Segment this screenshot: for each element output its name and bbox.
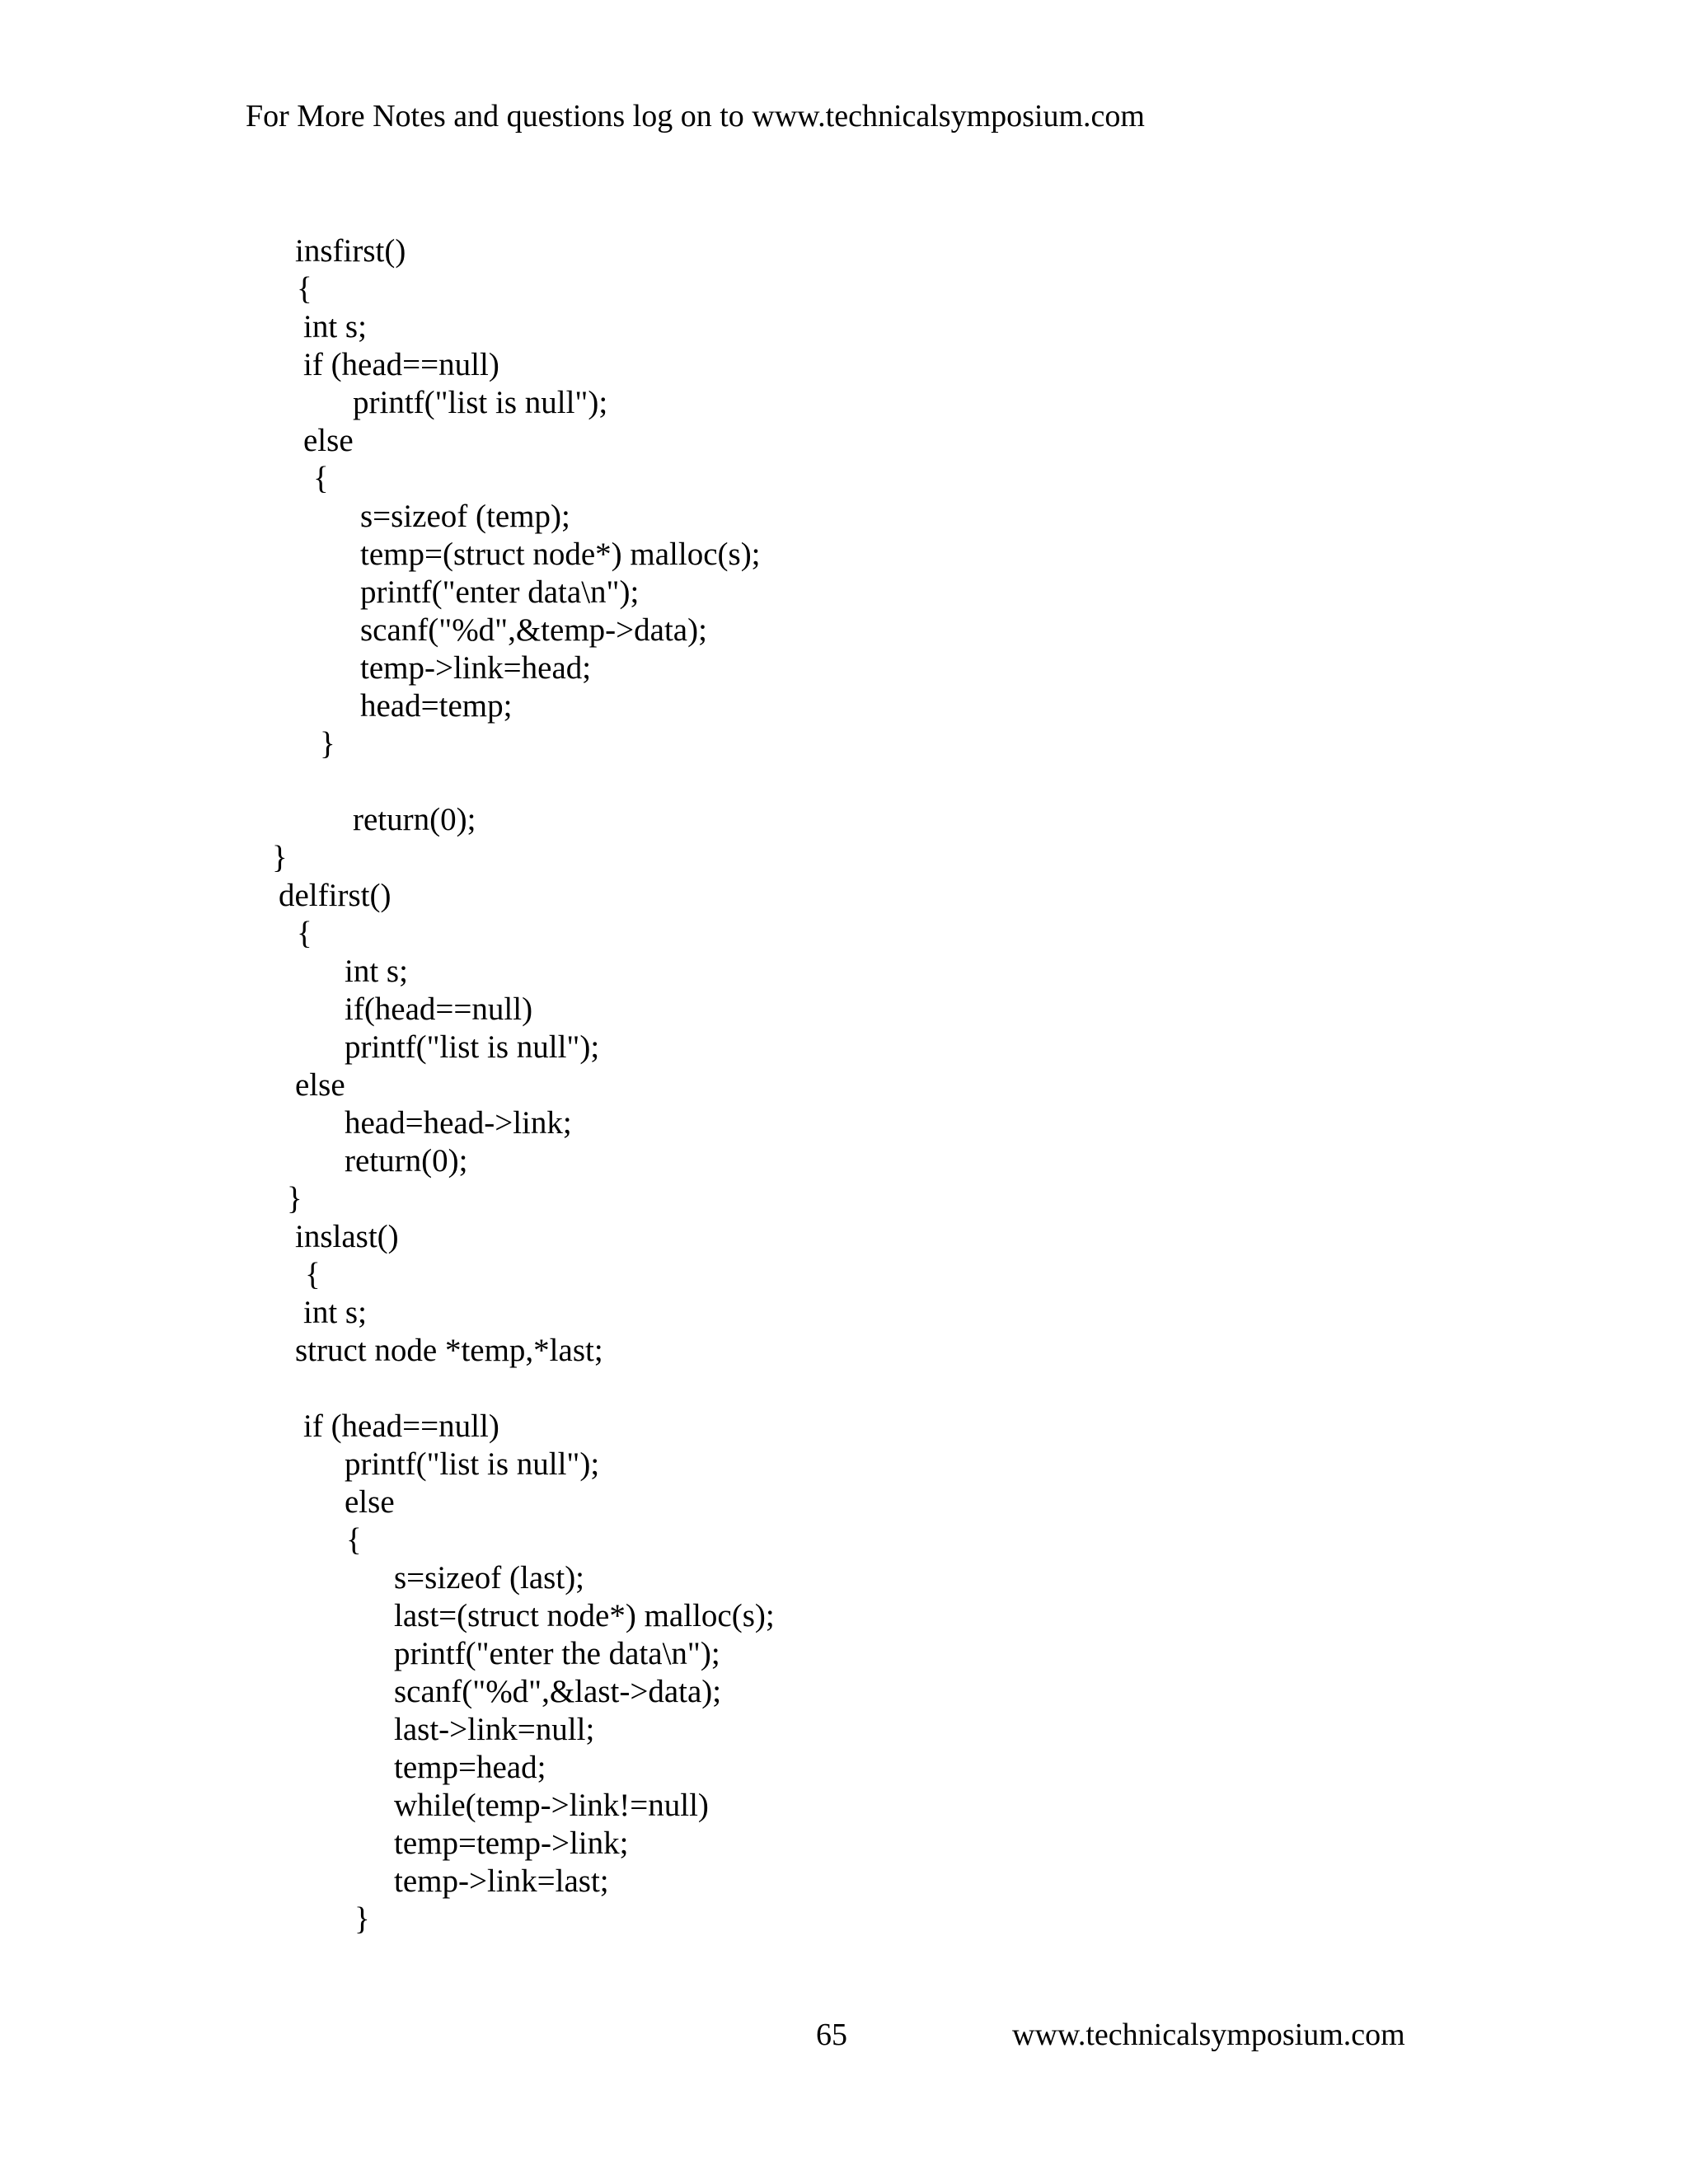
code-line: { (305, 1257, 321, 1292)
code-line: s=sizeof (last); (394, 1560, 585, 1596)
code-line: inslast() (295, 1219, 399, 1254)
code-line: s=sizeof (temp); (360, 499, 570, 534)
page-header: For More Notes and questions log on to www.technicalsymposium.com (246, 99, 1145, 134)
code-line: temp=head; (394, 1750, 546, 1785)
footer-site-link: www.technicalsymposium.com (1012, 2018, 1405, 2052)
code-line: last->link=null; (394, 1712, 595, 1747)
code-line: else (295, 1067, 345, 1103)
code-line: } (354, 1901, 370, 1937)
code-line: } (272, 840, 288, 875)
code-line: while(temp->link!=null) (394, 1788, 709, 1823)
code-line: delfirst() (279, 878, 392, 913)
page-number: 65 (816, 2018, 847, 2052)
code-line: return(0); (345, 1143, 468, 1179)
code-line: if(head==null) (345, 991, 533, 1027)
code-line: if (head==null) (303, 347, 499, 382)
code-line: } (287, 1181, 302, 1216)
code-line: temp->link=last; (394, 1863, 609, 1899)
code-line: else (303, 423, 354, 458)
code-line: { (297, 271, 312, 307)
code-line: insfirst() (295, 233, 406, 269)
code-line: printf("list is null"); (353, 385, 608, 420)
code-line: { (313, 461, 329, 496)
code-line: temp=(struct node*) malloc(s); (360, 537, 761, 572)
code-line: printf("enter the data\n"); (394, 1636, 720, 1671)
code-line: return(0); (353, 802, 476, 837)
code-line: temp=temp->link; (394, 1825, 629, 1861)
code-line: { (297, 916, 312, 951)
code-line: printf("list is null"); (345, 1446, 600, 1482)
code-line: temp->link=head; (360, 650, 592, 686)
code-line: } (320, 726, 335, 762)
code-line: if (head==null) (303, 1408, 499, 1444)
code-line: int s; (345, 954, 408, 989)
code-line: last=(struct node*) malloc(s); (394, 1598, 775, 1633)
code-line: scanf("%d",&last->data); (394, 1674, 722, 1709)
code-line: head=head->link; (345, 1105, 572, 1141)
code-line: int s; (303, 309, 367, 344)
code-line: printf("list is null"); (345, 1029, 600, 1065)
code-line: head=temp; (360, 688, 513, 724)
code-line: printf("enter data\n"); (360, 574, 640, 610)
code-line: int s; (303, 1295, 367, 1330)
code-line: else (345, 1484, 395, 1520)
code-line: struct node *temp,*last; (295, 1333, 603, 1368)
code-line: { (346, 1522, 362, 1558)
code-line: scanf("%d",&temp->data); (360, 612, 707, 648)
